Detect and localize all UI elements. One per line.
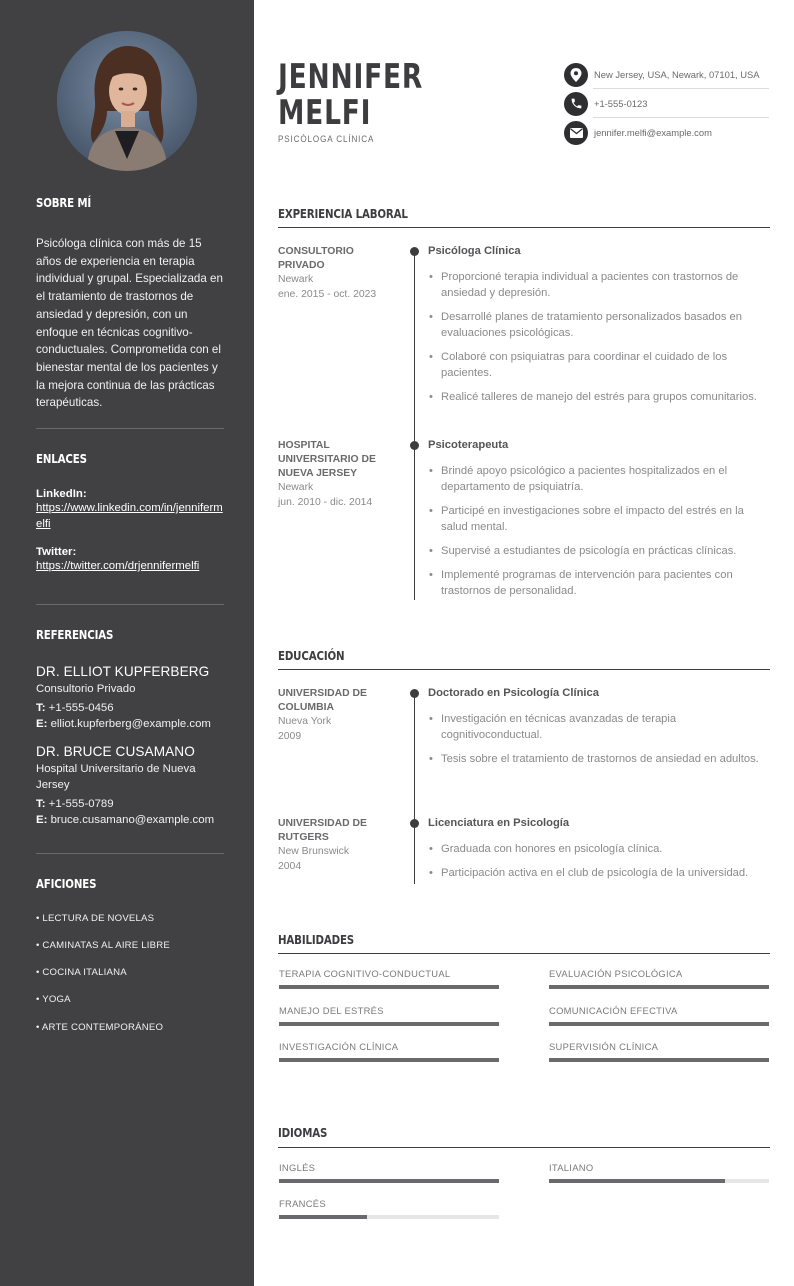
timeline-dot — [410, 689, 419, 698]
skills-rule — [278, 953, 770, 954]
skill-bar — [279, 1058, 499, 1062]
skill-label: TERAPIA COGNITIVO-CONDUCTUAL — [279, 968, 451, 979]
references-section — [36, 627, 224, 828]
languages-rule — [278, 1147, 770, 1148]
skill-label: MANEJO DEL ESTRÉS — [279, 1005, 384, 1016]
skill-bar — [549, 985, 769, 989]
link-item-linkedin — [36, 488, 224, 532]
education-entry-meta — [278, 817, 398, 874]
reference-email: E: bruce.cusamano@example.com — [36, 814, 215, 826]
education-degree: Licenciatura en Psicología — [428, 817, 570, 829]
skill-label: SUPERVISIÓN CLÍNICA — [549, 1041, 659, 1052]
job-title: PSICÓLOGA CLÍNICA — [278, 134, 375, 144]
experience-dates: jun. 2010 - dic. 2014 — [278, 496, 373, 508]
sidebar-divider — [36, 604, 224, 605]
language-bar-fill — [279, 1179, 499, 1183]
contact-email-text[interactable]: jennifer.melfi@example.com — [594, 127, 712, 138]
education-org: UNIVERSIDAD DE COLUMBIA — [278, 688, 367, 713]
bullet-item: • Implementé programas de intervención para pacientes con trastornos de personalidad. — [428, 567, 773, 599]
hobby-item: • YOGA — [36, 994, 71, 1005]
linkedin-link[interactable]: https://www.linkedin.com/in/jennifermelfi — [36, 502, 223, 530]
experience-location: Newark — [278, 274, 314, 285]
experience-bullets — [428, 269, 773, 405]
sidebar — [0, 0, 254, 1286]
experience-entry-meta — [278, 439, 398, 510]
reference-org: Hospital Universitario de Nueva Jersey — [36, 763, 196, 791]
hobby-item: • ARTE CONTEMPORÁNEO — [36, 1022, 164, 1033]
reference-name: DR. ELLIOT KUPFERBERG — [36, 664, 210, 679]
contact-email — [564, 118, 769, 147]
education-entry-details — [428, 816, 773, 889]
education-entry-details — [428, 686, 773, 775]
link-label: Twitter: — [36, 546, 77, 558]
language-bar — [279, 1215, 499, 1219]
contact-location — [564, 60, 769, 89]
last-name: MELFI — [278, 93, 372, 133]
experience-rule — [278, 227, 770, 228]
first-name: JENNIFER — [278, 57, 424, 97]
skill-bar-fill — [549, 985, 769, 989]
links-heading: ENLACES — [36, 451, 87, 466]
hobby-item: • LECTURA DE NOVELAS — [36, 913, 155, 924]
sidebar-divider — [36, 428, 224, 429]
hobbies-section — [36, 876, 224, 891]
timeline-dot — [410, 819, 419, 828]
education-timeline — [414, 692, 415, 884]
hobby-item: • COCINA ITALIANA — [36, 967, 127, 978]
skill-item — [279, 1041, 499, 1062]
experience-org: HOSPITAL UNIVERSITARIO DE NUEVA JERSEY — [278, 440, 376, 479]
skill-item — [279, 968, 499, 989]
skill-bar — [279, 985, 499, 989]
education-degree: Doctorado en Psicología Clínica — [428, 687, 599, 699]
education-location: Nueva York — [278, 716, 332, 727]
hobbies-heading: AFICIONES — [36, 876, 97, 891]
contact-location-text: New Jersey, USA, Newark, 07101, USA — [594, 69, 760, 80]
skill-item — [279, 1005, 499, 1026]
language-bar-fill — [279, 1215, 367, 1219]
experience-entry-meta — [278, 245, 398, 302]
skill-label: EVALUACIÓN PSICOLÓGICA — [549, 968, 683, 979]
reference-org: Consultorio Privado — [36, 683, 136, 695]
experience-dates: ene. 2015 - oct. 2023 — [278, 288, 377, 300]
experience-entry-details — [428, 244, 773, 413]
bullet-item: • Colaboré con psiquiatras para coordinar el cuidado de los pacientes. — [428, 349, 773, 381]
bullet-item: • Participé en investigaciones sobre el impacto del estrés en la salud mental. — [428, 503, 773, 535]
hobby-item: • CAMINATAS AL AIRE LIBRE — [36, 940, 171, 951]
education-bullets — [428, 711, 773, 767]
timeline-dot — [410, 441, 419, 450]
language-item — [549, 1162, 769, 1183]
language-label: FRANCÉS — [279, 1198, 326, 1209]
bullet-item: • Graduada con honores en psicología clínica. — [428, 841, 773, 857]
experience-entry-details — [428, 438, 773, 607]
experience-role: Psicóloga Clínica — [428, 245, 521, 257]
education-org: UNIVERSIDAD DE RUTGERS — [278, 818, 367, 843]
location-pin-icon — [564, 63, 588, 87]
skill-bar — [279, 1022, 499, 1026]
twitter-link[interactable]: https://twitter.com/drjennifermelfi — [36, 560, 200, 572]
bullet-item: • Desarrollé planes de tratamiento personalizados basados en evaluaciones psicológicas. — [428, 309, 773, 341]
skill-item — [549, 968, 769, 989]
skill-bar-fill — [549, 1058, 769, 1062]
link-label: LinkedIn: — [36, 488, 87, 500]
phone-icon — [564, 92, 588, 116]
skill-label: INVESTIGACIÓN CLÍNICA — [279, 1041, 399, 1052]
envelope-icon — [564, 121, 588, 145]
about-section — [36, 195, 224, 412]
profile-photo — [57, 31, 197, 171]
language-bar — [279, 1179, 499, 1183]
experience-org: CONSULTORIO PRIVADO — [278, 246, 354, 271]
skill-bar-fill — [549, 1022, 769, 1026]
education-dates: 2004 — [278, 860, 302, 872]
reference-item — [36, 664, 224, 732]
language-label: INGLÉS — [279, 1162, 316, 1173]
language-item — [279, 1198, 499, 1219]
reference-email: E: elliot.kupferberg@example.com — [36, 718, 211, 730]
bullet-item: • Proporcioné terapia individual a pacientes con trastornos de ansiedad y depresión. — [428, 269, 773, 301]
skill-bar-fill — [279, 1022, 499, 1026]
reference-phone: T: +1-555-0456 — [36, 702, 114, 714]
bullet-item: • Tesis sobre el tratamiento de trastornos de ansiedad en adultos. — [428, 751, 773, 767]
about-text: Psicóloga clínica con más de 15 años de experiencia en terapia individual y grupal. Especializada en el tratamiento de trastornos de ansiedad y depresión, con un enfoque en técnicas cognitivo-conductuales. Comprometida con el bienestar mental de los pacientes y la mejora continua de las prácticas terapéuticas. — [36, 237, 223, 410]
experience-location: Newark — [278, 482, 314, 493]
about-heading: SOBRE MÍ — [36, 195, 92, 210]
bullet-item: • Realicé talleres de manejo del estrés para grupos comunitarios. — [428, 389, 773, 405]
experience-role: Psicoterapeuta — [428, 439, 509, 451]
sidebar-divider — [36, 853, 224, 854]
reference-phone: T: +1-555-0789 — [36, 798, 114, 810]
links-section — [36, 451, 224, 574]
bullet-item: • Supervisé a estudiantes de psicología en prácticas clínicas. — [428, 543, 773, 559]
experience-heading: EXPERIENCIA LABORAL — [278, 206, 408, 221]
language-bar-fill — [549, 1179, 725, 1183]
portrait-illustration — [57, 31, 197, 171]
references-heading: REFERENCIAS — [36, 627, 114, 642]
education-location: New Brunswick — [278, 846, 350, 857]
bullet-item: • Brindé apoyo psicológico a pacientes hospitalizados en el departamento de psiquiatría. — [428, 463, 773, 495]
education-rule — [278, 669, 770, 670]
link-item-twitter — [36, 546, 224, 574]
experience-timeline — [414, 250, 415, 600]
education-heading: EDUCACIÓN — [278, 648, 345, 663]
reference-item — [36, 744, 224, 828]
skill-bar-fill — [279, 1058, 499, 1062]
languages-heading: IDIOMAS — [278, 1125, 328, 1140]
language-label: ITALIANO — [549, 1162, 594, 1173]
skill-bar-fill — [279, 985, 499, 989]
reference-name: DR. BRUCE CUSAMANO — [36, 744, 195, 759]
contact-phone — [564, 89, 769, 118]
education-entry-meta — [278, 687, 398, 744]
bullet-item: • Participación activa en el club de psicología de la universidad. — [428, 865, 773, 881]
education-bullets — [428, 841, 773, 881]
bullet-item: • Investigación en técnicas avanzadas de terapia cognitivoconductual. — [428, 711, 773, 743]
language-item — [279, 1162, 499, 1183]
skill-label: COMUNICACIÓN EFECTIVA — [549, 1005, 678, 1016]
skill-item — [549, 1005, 769, 1026]
skill-bar — [549, 1022, 769, 1026]
skills-heading: HABILIDADES — [278, 932, 355, 947]
skill-bar — [549, 1058, 769, 1062]
contact-phone-text: +1-555-0123 — [594, 98, 648, 109]
language-bar — [549, 1179, 769, 1183]
education-dates: 2009 — [278, 730, 302, 742]
experience-bullets — [428, 463, 773, 599]
skill-item — [549, 1041, 769, 1062]
timeline-dot — [410, 247, 419, 256]
